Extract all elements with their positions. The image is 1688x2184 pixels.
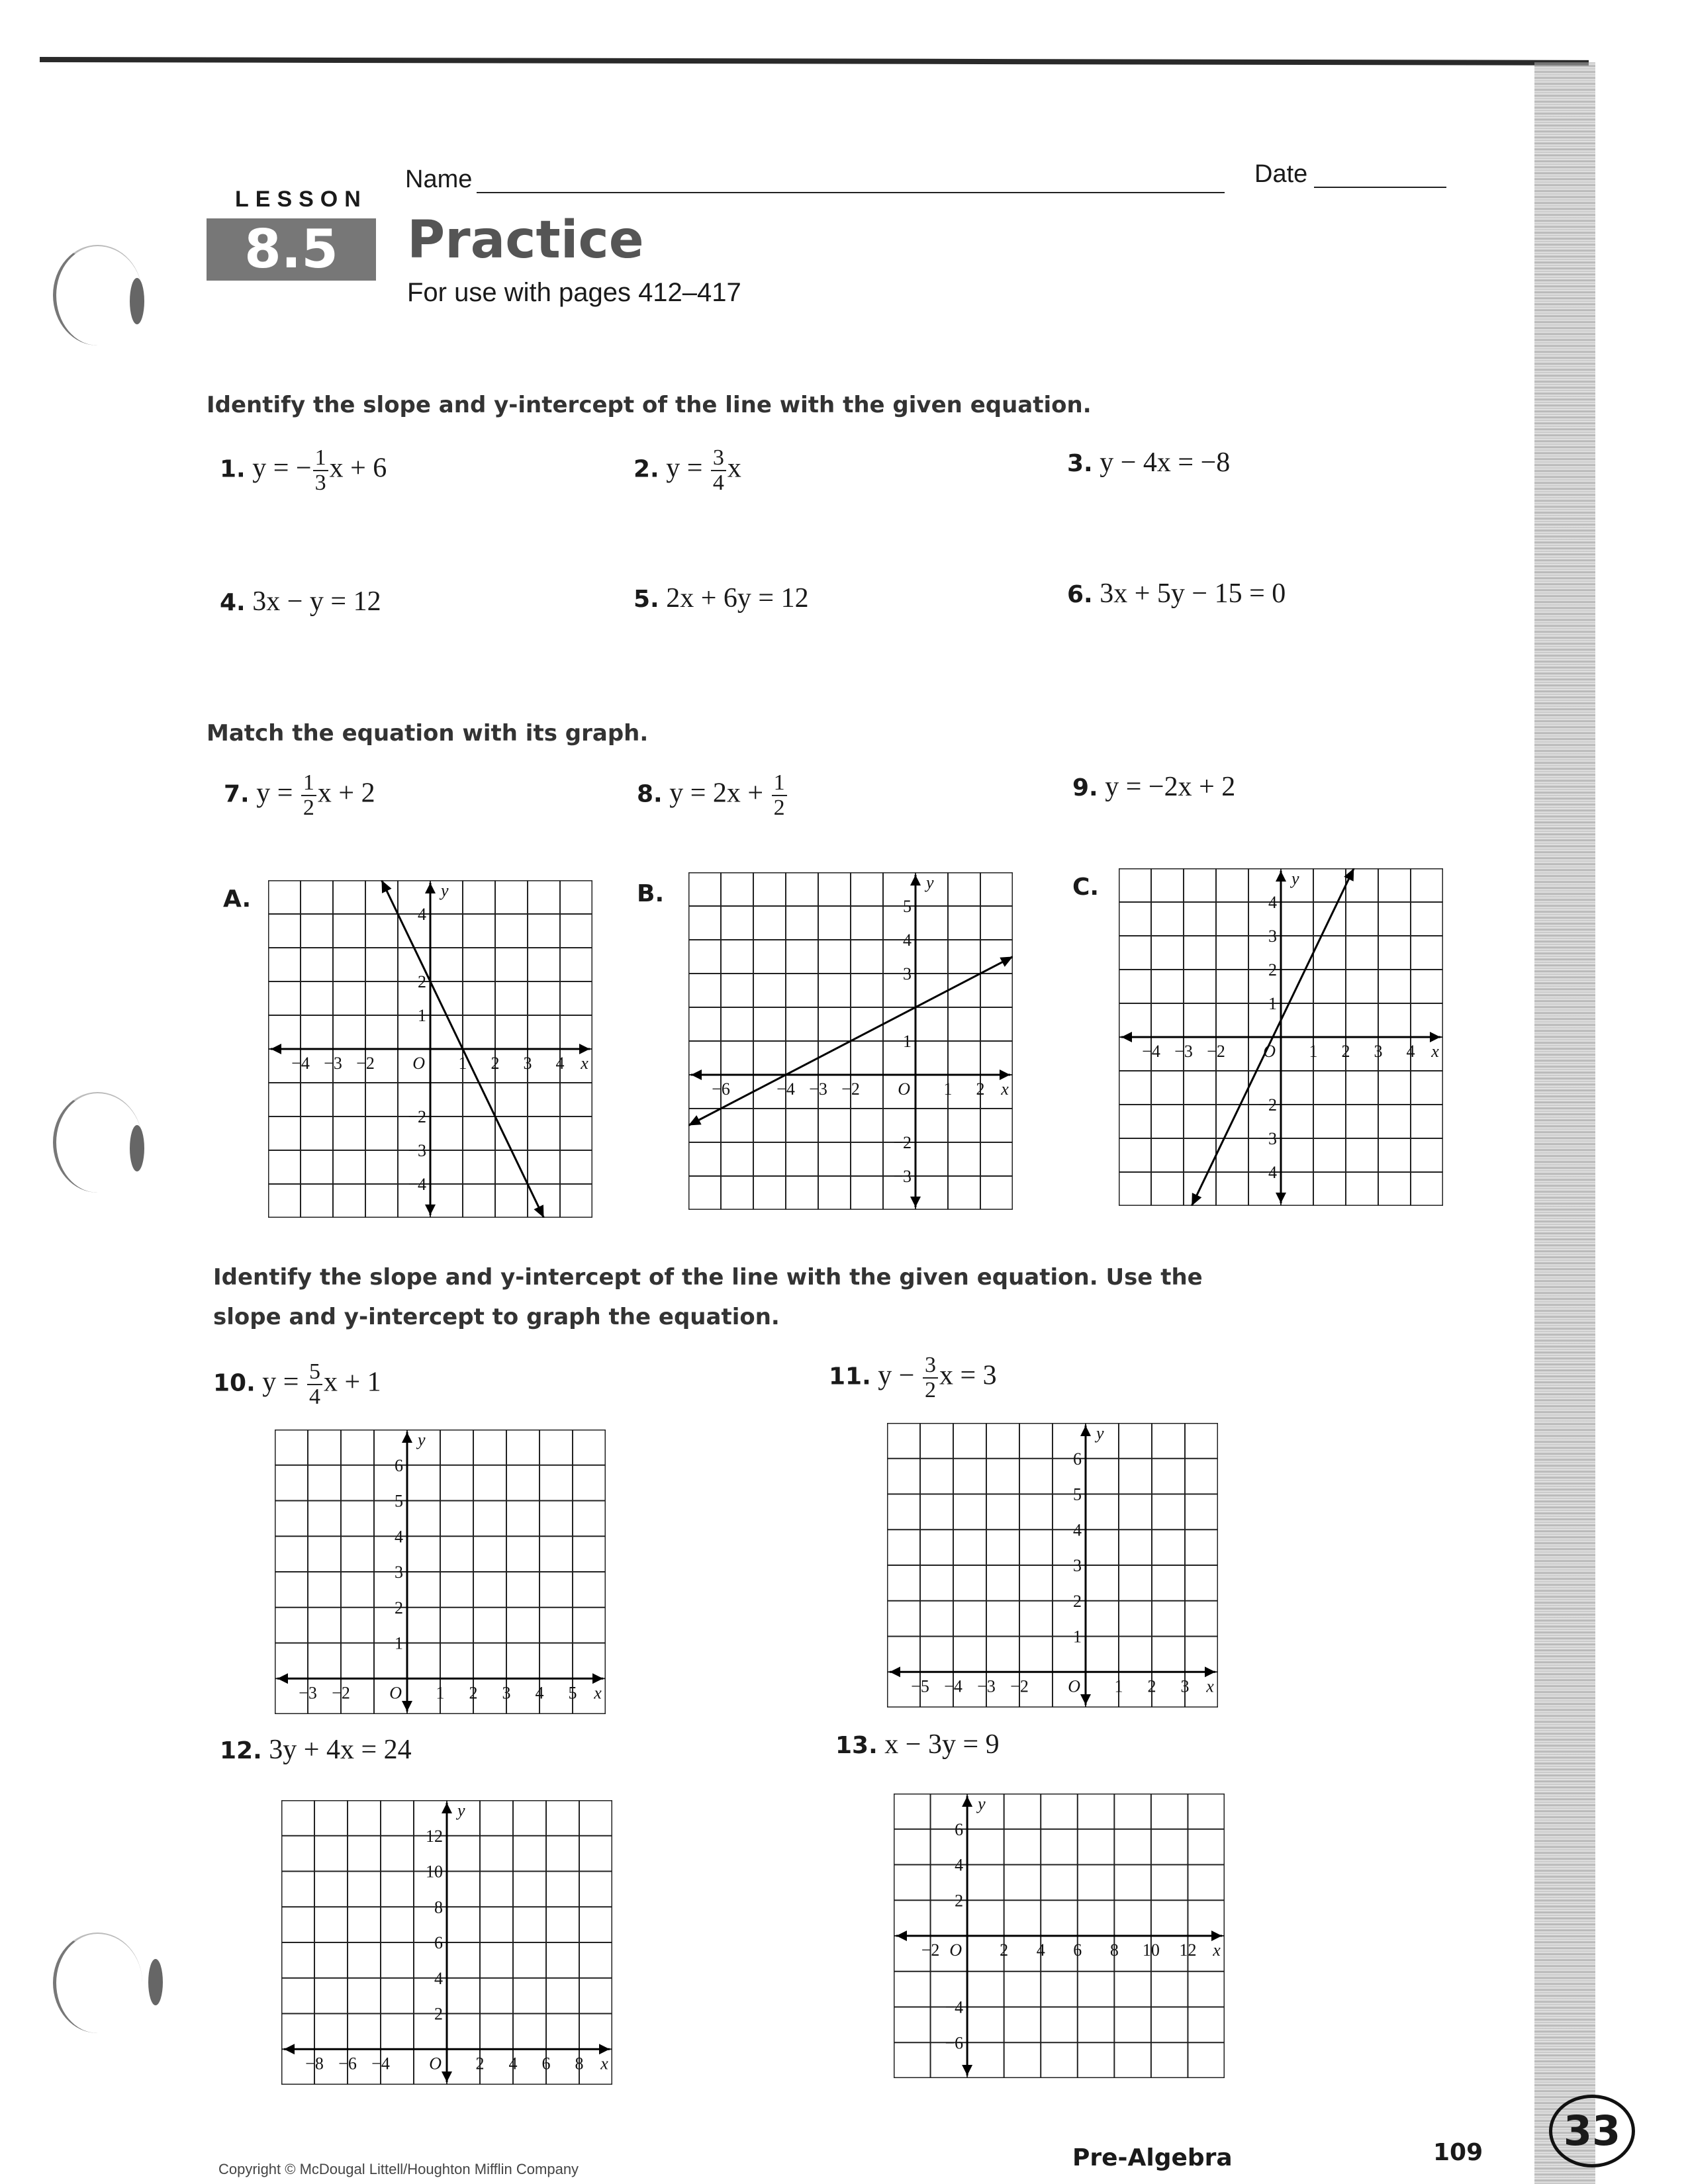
y-tick-label: −6	[945, 2033, 964, 2053]
numerator: 1	[313, 446, 328, 471]
equation-part: y =	[256, 778, 300, 809]
y-tick-label: 4	[418, 905, 426, 924]
graph-problem-13	[894, 1794, 1225, 2078]
x-tick-label: 4	[1036, 1940, 1045, 1960]
problem-number: 12.	[220, 1737, 262, 1764]
x-axis-label: x	[1001, 1079, 1009, 1099]
handwritten-mark: 33	[1549, 2095, 1635, 2167]
problem-number: 4.	[220, 589, 246, 616]
x-axis-label: x	[1213, 1940, 1221, 1960]
x-tick-label: 3	[523, 1054, 532, 1073]
y-axis-arrow-down	[962, 2065, 972, 2075]
y-tick-label: 4	[434, 1968, 443, 1988]
numerator: 1	[301, 771, 316, 796]
graph-problem-12	[281, 1800, 612, 2085]
x-tick-label: −2	[332, 1683, 350, 1703]
equation: 2x + 6y = 12	[666, 583, 809, 614]
x-tick-label: 2	[491, 1054, 500, 1073]
problem-11	[829, 1353, 997, 1402]
denominator: 4	[712, 470, 724, 495]
x-tick-label: −2	[356, 1054, 375, 1073]
y-tick-label: 2	[1073, 1591, 1082, 1611]
y-tick-label: 4	[955, 1855, 964, 1875]
y-tick-label: 4	[395, 1527, 403, 1547]
fraction	[711, 446, 726, 494]
y-tick-label: 5	[1073, 1484, 1082, 1504]
y-axis-label: y	[418, 1430, 426, 1449]
origin-label: O	[1263, 1042, 1276, 1061]
x-tick-label: −2	[1207, 1042, 1225, 1061]
problem-number: 7.	[224, 780, 250, 808]
name-field[interactable]	[477, 192, 1225, 193]
x-tick-label: 3	[1374, 1042, 1383, 1061]
y-tick-label: 6	[955, 1819, 964, 1839]
y-tick-label: −2	[408, 1107, 426, 1126]
graph-a	[268, 880, 592, 1218]
problem-10	[213, 1360, 381, 1408]
denominator: 4	[308, 1384, 320, 1409]
x-tick-label: −2	[1010, 1676, 1029, 1696]
x-tick-label: −3	[1174, 1042, 1193, 1061]
y-tick-label: 3	[395, 1563, 403, 1582]
x-tick-label: −6	[712, 1079, 730, 1099]
x-tick-label: 2	[1000, 1940, 1009, 1960]
y-axis-arrow-up	[1276, 871, 1286, 882]
y-axis-arrow-down	[402, 1701, 412, 1711]
y-tick-label: 1	[903, 1032, 912, 1051]
x-axis-arrow-right	[599, 2044, 610, 2054]
x-axis-arrow-right	[1000, 1069, 1010, 1080]
fraction	[772, 771, 787, 819]
problem-4	[220, 586, 381, 617]
y-axis-arrow-up	[442, 1803, 452, 1813]
equation-part: x + 6	[329, 453, 387, 484]
x-tick-label: −6	[338, 2054, 357, 2073]
page-title: Practice	[407, 210, 644, 270]
problem-9	[1072, 771, 1235, 803]
y-tick-label: −4	[945, 1997, 964, 2017]
x-axis-arrow-right	[1205, 1666, 1215, 1677]
x-tick-label: 4	[508, 2054, 518, 2073]
lesson-number: 8.5	[207, 218, 376, 281]
y-tick-label: 4	[903, 931, 912, 950]
problem-13	[835, 1729, 1000, 1760]
numerator: 3	[923, 1353, 938, 1379]
y-tick-label: 6	[434, 1933, 443, 1952]
copyright-notice: Copyright © McDougal Littell/Houghton Mifflin Company	[218, 2161, 579, 2177]
y-tick-label: 2	[418, 972, 426, 991]
denominator: 2	[303, 795, 314, 820]
y-tick-label: 2	[395, 1598, 403, 1617]
equation: y = −2x + 2	[1105, 772, 1236, 802]
problem-number: 3.	[1067, 450, 1093, 477]
x-tick-label: −3	[809, 1079, 827, 1099]
punch-hole-3	[53, 1933, 142, 2033]
x-axis-label: x	[600, 2054, 608, 2073]
x-axis-arrow-left	[896, 1931, 907, 1941]
y-axis-arrow-up	[425, 883, 436, 893]
x-tick-label: 6	[1073, 1940, 1082, 1960]
x-tick-label: −4	[776, 1079, 795, 1099]
y-tick-label: 5	[395, 1491, 403, 1511]
y-tick-label: 5	[903, 897, 912, 916]
x-tick-label: 8	[575, 2054, 584, 2073]
problem-number: 6.	[1067, 581, 1093, 608]
x-tick-label: 6	[541, 2054, 551, 2073]
problem-5	[633, 582, 809, 614]
x-tick-label: 4	[555, 1054, 565, 1073]
equation: y − 4x = −8	[1100, 447, 1231, 478]
graph-letter-c: C.	[1072, 874, 1100, 901]
y-tick-label: −2	[1258, 1095, 1277, 1115]
problem-7	[224, 771, 375, 819]
section3-instruction-line1: Identify the slope and y-intercept of the line with the given equation. Use the	[213, 1264, 1203, 1291]
graph-letter-b: B.	[637, 880, 665, 907]
problem-number: 5.	[633, 586, 659, 613]
y-tick-label: 3	[1073, 1556, 1082, 1575]
problem-number: 11.	[829, 1363, 871, 1390]
y-tick-label: 1	[1073, 1627, 1082, 1647]
scan-edge-right	[1534, 62, 1595, 2184]
x-axis-arrow-left	[691, 1069, 702, 1080]
y-tick-label: 6	[395, 1455, 403, 1475]
problem-number: 9.	[1072, 774, 1098, 801]
x-tick-label: −2	[921, 1940, 940, 1960]
equation-part: x + 1	[323, 1367, 381, 1398]
y-axis-arrow-up	[962, 1796, 972, 1807]
y-tick-label: 12	[426, 1826, 443, 1846]
y-axis-arrow-down	[1080, 1694, 1091, 1705]
section1-instruction: Identify the slope and y-intercept of the line with the given equation.	[207, 392, 1092, 418]
x-tick-label: 4	[535, 1683, 544, 1703]
y-tick-label: 2	[955, 1891, 964, 1911]
x-tick-label: −2	[841, 1079, 860, 1099]
x-axis-arrow-right	[1211, 1931, 1222, 1941]
problem-number: 2.	[633, 455, 659, 483]
y-tick-label: 6	[1073, 1449, 1082, 1469]
x-tick-label: 12	[1179, 1940, 1197, 1960]
problem-number: 1.	[220, 455, 246, 483]
section3-instruction-line2: slope and y-intercept to graph the equation.	[213, 1304, 780, 1330]
equation: 3x + 5y − 15 = 0	[1100, 578, 1286, 609]
y-axis-label: y	[457, 1801, 465, 1820]
punch-hole-shadow-2	[130, 1125, 144, 1171]
x-axis-arrow-left	[271, 1044, 281, 1054]
problem-number: 10.	[213, 1369, 256, 1397]
x-tick-label: 5	[568, 1683, 577, 1703]
graph-problem-11	[887, 1423, 1218, 1707]
y-tick-label: 1	[395, 1633, 403, 1653]
x-tick-label: 1	[1114, 1676, 1123, 1696]
problem-6	[1067, 578, 1286, 610]
origin-label: O	[949, 1940, 962, 1960]
fraction	[301, 771, 316, 819]
origin-label: O	[898, 1079, 910, 1099]
y-axis-label: y	[926, 873, 934, 892]
problem-3	[1067, 447, 1230, 478]
y-axis-label: y	[978, 1794, 986, 1813]
y-tick-label: 3	[903, 964, 912, 983]
x-tick-label: −8	[305, 2054, 324, 2073]
course-name: Pre-Algebra	[1072, 2144, 1233, 2171]
problem-2	[633, 446, 741, 494]
equation: 3x − y = 12	[252, 586, 381, 617]
x-axis-arrow-left	[277, 1673, 288, 1684]
equation-part: y =	[666, 453, 710, 484]
y-tick-label: −2	[893, 1133, 912, 1152]
x-tick-label: 1	[1309, 1042, 1318, 1061]
x-tick-label: −4	[1142, 1042, 1160, 1061]
y-axis-label: y	[1096, 1424, 1104, 1443]
problem-number: 13.	[835, 1732, 878, 1759]
name-label: Name	[405, 165, 473, 193]
equation-part: y −	[878, 1360, 921, 1391]
y-tick-label: 2	[434, 2004, 443, 2024]
problem-12	[220, 1734, 412, 1766]
x-tick-label: 3	[502, 1683, 511, 1703]
y-axis-arrow-up	[910, 875, 921, 886]
y-tick-label: 4	[1073, 1520, 1082, 1540]
x-tick-label: 1	[458, 1054, 467, 1073]
problem-8	[637, 771, 788, 819]
numerator: 3	[711, 446, 726, 471]
y-tick-label: 4	[1268, 893, 1277, 912]
problem-1	[220, 446, 387, 494]
x-tick-label: 8	[1109, 1940, 1119, 1960]
origin-label: O	[1068, 1676, 1080, 1696]
y-tick-label: −4	[408, 1175, 426, 1194]
y-axis-label: y	[1291, 869, 1299, 888]
graph-letter-a: A.	[223, 886, 252, 913]
y-axis-arrow-down	[442, 2071, 452, 2082]
y-tick-label: 1	[1268, 994, 1277, 1013]
x-tick-label: 10	[1142, 1940, 1160, 1960]
y-axis-arrow-down	[910, 1197, 921, 1207]
y-axis-arrow-down	[425, 1205, 436, 1215]
graph-problem-10	[275, 1430, 606, 1714]
equation-part: y =	[262, 1367, 306, 1398]
lesson-label: LESSON	[235, 187, 367, 212]
x-tick-label: 1	[436, 1683, 445, 1703]
x-axis-label: x	[1431, 1042, 1439, 1061]
origin-label: O	[412, 1054, 425, 1073]
y-tick-label: 10	[426, 1862, 443, 1882]
x-tick-label: −3	[299, 1683, 317, 1703]
denominator: 2	[773, 795, 785, 820]
x-tick-label: −3	[324, 1054, 342, 1073]
fraction	[923, 1353, 938, 1402]
punch-hole-2	[53, 1092, 142, 1193]
x-tick-label: −4	[371, 2054, 390, 2073]
x-axis-arrow-left	[1121, 1032, 1132, 1042]
scan-edge-top	[40, 57, 1589, 66]
equation-part: y = −	[252, 453, 312, 484]
x-axis-arrow-right	[592, 1673, 603, 1684]
x-axis-label: x	[581, 1054, 588, 1073]
y-tick-label: −3	[408, 1141, 426, 1160]
y-tick-label: 2	[1268, 960, 1277, 979]
section2-instruction: Match the equation with its graph.	[207, 720, 649, 747]
y-tick-label: 1	[418, 1006, 426, 1025]
fraction	[307, 1360, 322, 1408]
x-axis-arrow-left	[284, 2044, 295, 2054]
y-tick-label: −3	[1258, 1129, 1277, 1148]
y-tick-label: 3	[1268, 927, 1277, 946]
x-axis-arrow-right	[579, 1044, 590, 1054]
x-tick-label: −3	[977, 1676, 996, 1696]
punch-hole-1	[53, 245, 142, 345]
y-axis-arrow-up	[1080, 1426, 1091, 1436]
punch-hole-shadow-1	[130, 278, 144, 324]
punch-hole-shadow-3	[148, 1959, 163, 2005]
denominator: 2	[924, 1377, 936, 1402]
page-number: 109	[1433, 2139, 1483, 2166]
equation-part: y = 2x +	[669, 778, 771, 809]
x-tick-label: 1	[943, 1079, 953, 1099]
numerator: 5	[307, 1360, 322, 1385]
x-tick-label: 2	[976, 1079, 985, 1099]
x-axis-arrow-left	[890, 1666, 900, 1677]
x-tick-label: 2	[469, 1683, 478, 1703]
y-tick-label: −4	[1258, 1163, 1277, 1182]
origin-label: O	[389, 1683, 402, 1703]
y-axis-arrow-down	[1276, 1193, 1286, 1203]
x-tick-label: 2	[475, 2054, 485, 2073]
x-axis-label: x	[594, 1683, 602, 1703]
equation: x − 3y = 9	[884, 1729, 1000, 1760]
equation-part: x	[727, 453, 741, 484]
date-field[interactable]	[1314, 187, 1446, 188]
y-tick-label: 8	[434, 1897, 443, 1917]
x-axis-arrow-right	[1430, 1032, 1440, 1042]
x-tick-label: 2	[1147, 1676, 1156, 1696]
graph-c	[1119, 868, 1443, 1206]
denominator: 3	[314, 470, 326, 495]
problem-number: 8.	[637, 780, 663, 808]
x-tick-label: −5	[911, 1676, 929, 1696]
y-axis-label: y	[441, 881, 449, 900]
date-label: Date	[1254, 160, 1308, 188]
numerator: 1	[772, 771, 787, 796]
origin-label: O	[429, 2054, 442, 2073]
equation: 3y + 4x = 24	[269, 1735, 412, 1765]
x-tick-label: 3	[1180, 1676, 1190, 1696]
fraction	[313, 446, 328, 494]
x-axis-label: x	[1206, 1676, 1214, 1696]
equation-part: x + 2	[317, 778, 375, 809]
page-subtitle: For use with pages 412–417	[407, 278, 741, 307]
y-axis-arrow-up	[402, 1432, 412, 1443]
graph-b	[688, 872, 1013, 1210]
x-tick-label: −4	[944, 1676, 962, 1696]
y-tick-label: −3	[893, 1167, 912, 1186]
equation-part: x = 3	[939, 1360, 997, 1391]
x-tick-label: 4	[1406, 1042, 1415, 1061]
x-tick-label: −4	[291, 1054, 310, 1073]
x-tick-label: 2	[1341, 1042, 1350, 1061]
